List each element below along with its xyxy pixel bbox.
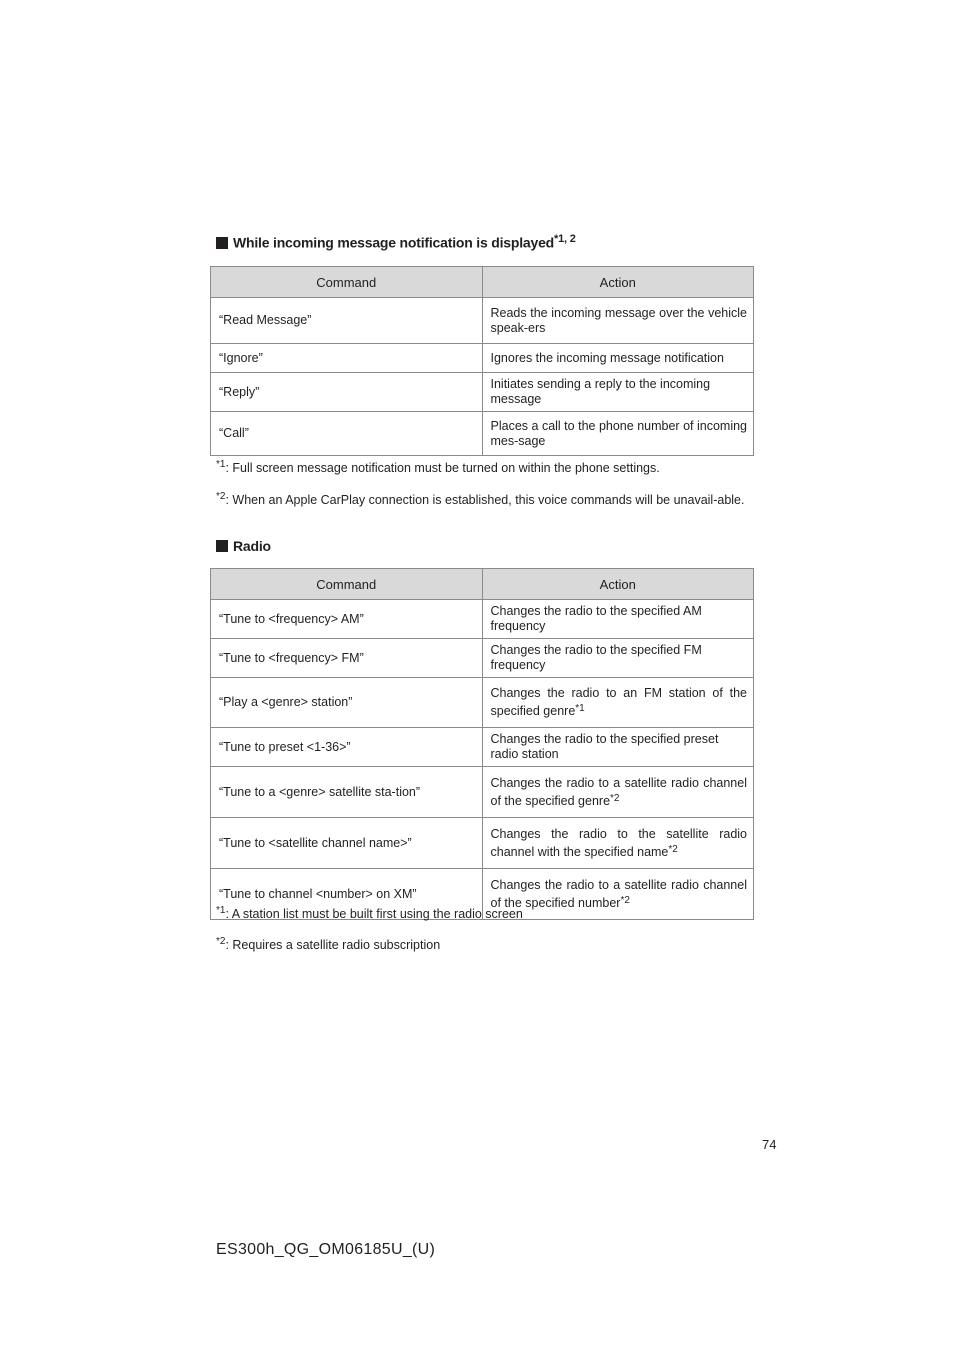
table-header-row: [211, 267, 754, 298]
command-cell: “Play a <genre> station”: [211, 678, 483, 728]
table-row: [211, 298, 754, 344]
command-cell: “Ignore”: [211, 344, 483, 373]
footnote-1: $^{*1}$: Full screen message notification must be turned on within the phone settings.: [216, 459, 660, 475]
table-row: [211, 678, 754, 728]
command-cell: “Read Message”: [211, 298, 483, 344]
table-row: [211, 728, 754, 767]
action-cell: Changes the radio to a satellite radio channel of the specified genre$^{*2}$: [482, 767, 754, 818]
table-row: [211, 818, 754, 869]
command-cell: “Tune to <frequency> FM”: [211, 639, 483, 678]
table-row: [211, 639, 754, 678]
action-cell: Places a call to the phone number of incoming mes-sage: [482, 412, 754, 456]
square-bullet-icon: [216, 237, 228, 249]
table-row: [211, 412, 754, 456]
action-cell: Changes the radio to the specified AM frequency: [482, 600, 754, 639]
message-commands-table: [210, 266, 754, 456]
action-cell: Changes the radio to a satellite radio channel of the specified number$^{*2}$: [482, 869, 754, 920]
column-header-command: Command: [211, 569, 483, 600]
action-cell: Changes the radio to the specified FM frequency: [482, 639, 754, 678]
action-cell: Changes the radio to the specified preset radio station: [482, 728, 754, 767]
action-cell: Changes the radio to an FM station of the specified genre$^{*1}$: [482, 678, 754, 728]
action-cell: Changes the radio to the satellite radio channel with the specified name$^{*2}$: [482, 818, 754, 869]
table-row: [211, 344, 754, 373]
column-header-action: Action: [482, 267, 754, 298]
radio-commands-table: [210, 568, 754, 920]
footnote-2: $^{*2}$: Requires a satellite radio subscription: [216, 936, 441, 952]
document-code: ES300h_QG_OM06185U_(U): [216, 1241, 436, 1258]
command-cell: “Tune to channel <number> on XM”: [211, 869, 483, 920]
command-cell: “Tune to preset <1-36>”: [211, 728, 483, 767]
square-bullet-icon: [216, 540, 228, 552]
action-cell: Reads the incoming message over the vehicle speak-ers: [482, 298, 754, 344]
page-number: 74: [762, 1137, 777, 1152]
footnote-1: $^{*1}$: A station list must be built first using the radio screen: [216, 905, 523, 921]
table-header-row: [211, 569, 754, 600]
action-cell: Initiates sending a reply to the incoming message: [482, 373, 754, 412]
column-header-command: Command: [211, 267, 483, 298]
command-cell: “Tune to a <genre> satellite sta-tion”: [211, 767, 483, 818]
section-heading-radio: Radio: [216, 538, 271, 554]
command-cell: “Tune to <frequency> AM”: [211, 600, 483, 639]
action-cell: Ignores the incoming message notification: [482, 344, 754, 373]
column-header-action: Action: [482, 569, 754, 600]
table-row: [211, 767, 754, 818]
command-cell: “Tune to <satellite channel name>”: [211, 818, 483, 869]
table-row: [211, 373, 754, 412]
table-row: [211, 600, 754, 639]
command-cell: “Call”: [211, 412, 483, 456]
footnote-2: $^{*2}$: When an Apple CarPlay connection is established, this voice commands will be unavail-able.: [216, 491, 745, 507]
command-cell: “Reply”: [211, 373, 483, 412]
section-heading-message-notification: While incoming message notification is displayed$^{*1, 2}$: [216, 233, 576, 251]
